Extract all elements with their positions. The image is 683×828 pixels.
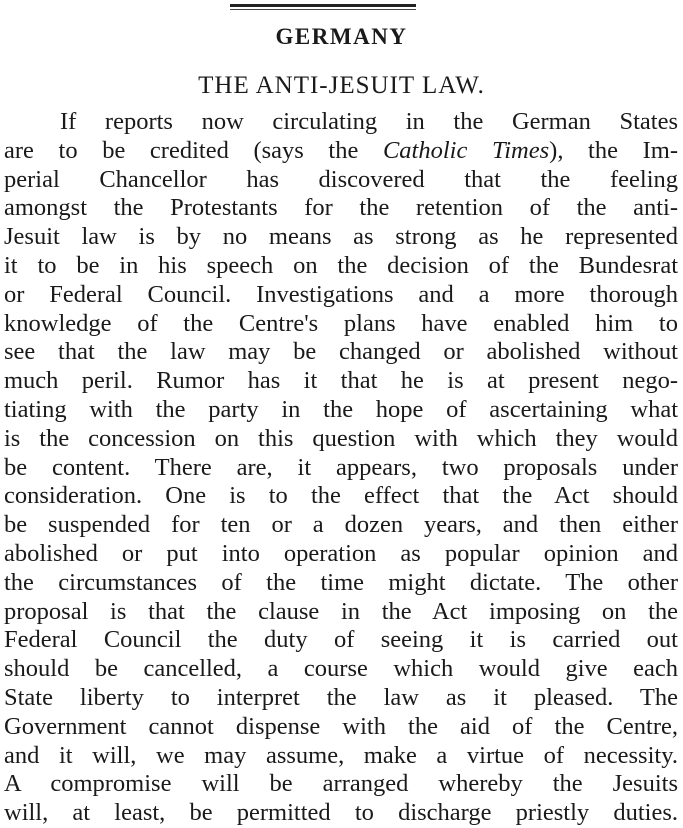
- article-line: consideration. One is to the effect that the Act should: [4, 482, 678, 510]
- article-headline: THE ANTI-JESUIT LAW.: [198, 72, 485, 99]
- article-line: proposal is that the clause in the Act imposing on the: [4, 597, 678, 625]
- article-line: amongst the Protestants for the retention of the anti-: [4, 194, 678, 222]
- section-title: GERMANY: [275, 24, 408, 49]
- article-line: and it will, we may assume, make a virtue of necessity.: [4, 741, 678, 769]
- article-line: knowledge of the Centre's plans have enabled him to: [4, 309, 678, 337]
- article-line: Jesuit law is by no means as strong as he represented: [4, 223, 678, 251]
- article-line: see that the law may be changed or abolished without: [4, 338, 678, 366]
- article-line: perial Chancellor has discovered that the feeling: [4, 165, 678, 193]
- article-line: or Federal Council. Investigations and a more thorough: [4, 280, 678, 308]
- article-line: Government cannot dispense with the aid of the Centre,: [4, 712, 678, 740]
- article-line: the circumstances of the time might dictate. The other: [4, 568, 678, 596]
- top-rule-thin: [230, 9, 416, 10]
- article-line: abolished or put into operation as popular opinion and: [4, 539, 678, 567]
- article-line: is the concession on this question with which they would: [4, 424, 678, 452]
- article-body: [4, 108, 678, 828]
- article-line: will, at least, be permitted to discharge priestly duties.: [4, 799, 678, 827]
- article-line: much peril. Rumor has it that he is at present nego-: [4, 367, 678, 395]
- article-line: it to be in his speech on the decision of the Bundesrat: [4, 251, 678, 279]
- article-line: be suspended for ten or a dozen years, and then either: [4, 511, 678, 539]
- article-line: tiating with the party in the hope of ascertaining what: [4, 395, 678, 423]
- article-line: should be cancelled, a course which would give each: [4, 655, 678, 683]
- article-line: If reports now circulating in the German States: [60, 108, 678, 135]
- article-line: be content. There are, it appears, two proposals under: [4, 453, 678, 481]
- article-line: A compromise will be arranged whereby the Jesuits: [4, 770, 678, 798]
- top-rule: [230, 4, 416, 7]
- newspaper-title: Catholic Times: [382, 136, 550, 164]
- article-line: are to be credited (says the Catholic Times), the Im-: [4, 136, 678, 164]
- article-line: Federal Council the duty of seeing it is carried out: [4, 626, 678, 654]
- article-line: State liberty to interpret the law as it pleased. The: [4, 683, 678, 711]
